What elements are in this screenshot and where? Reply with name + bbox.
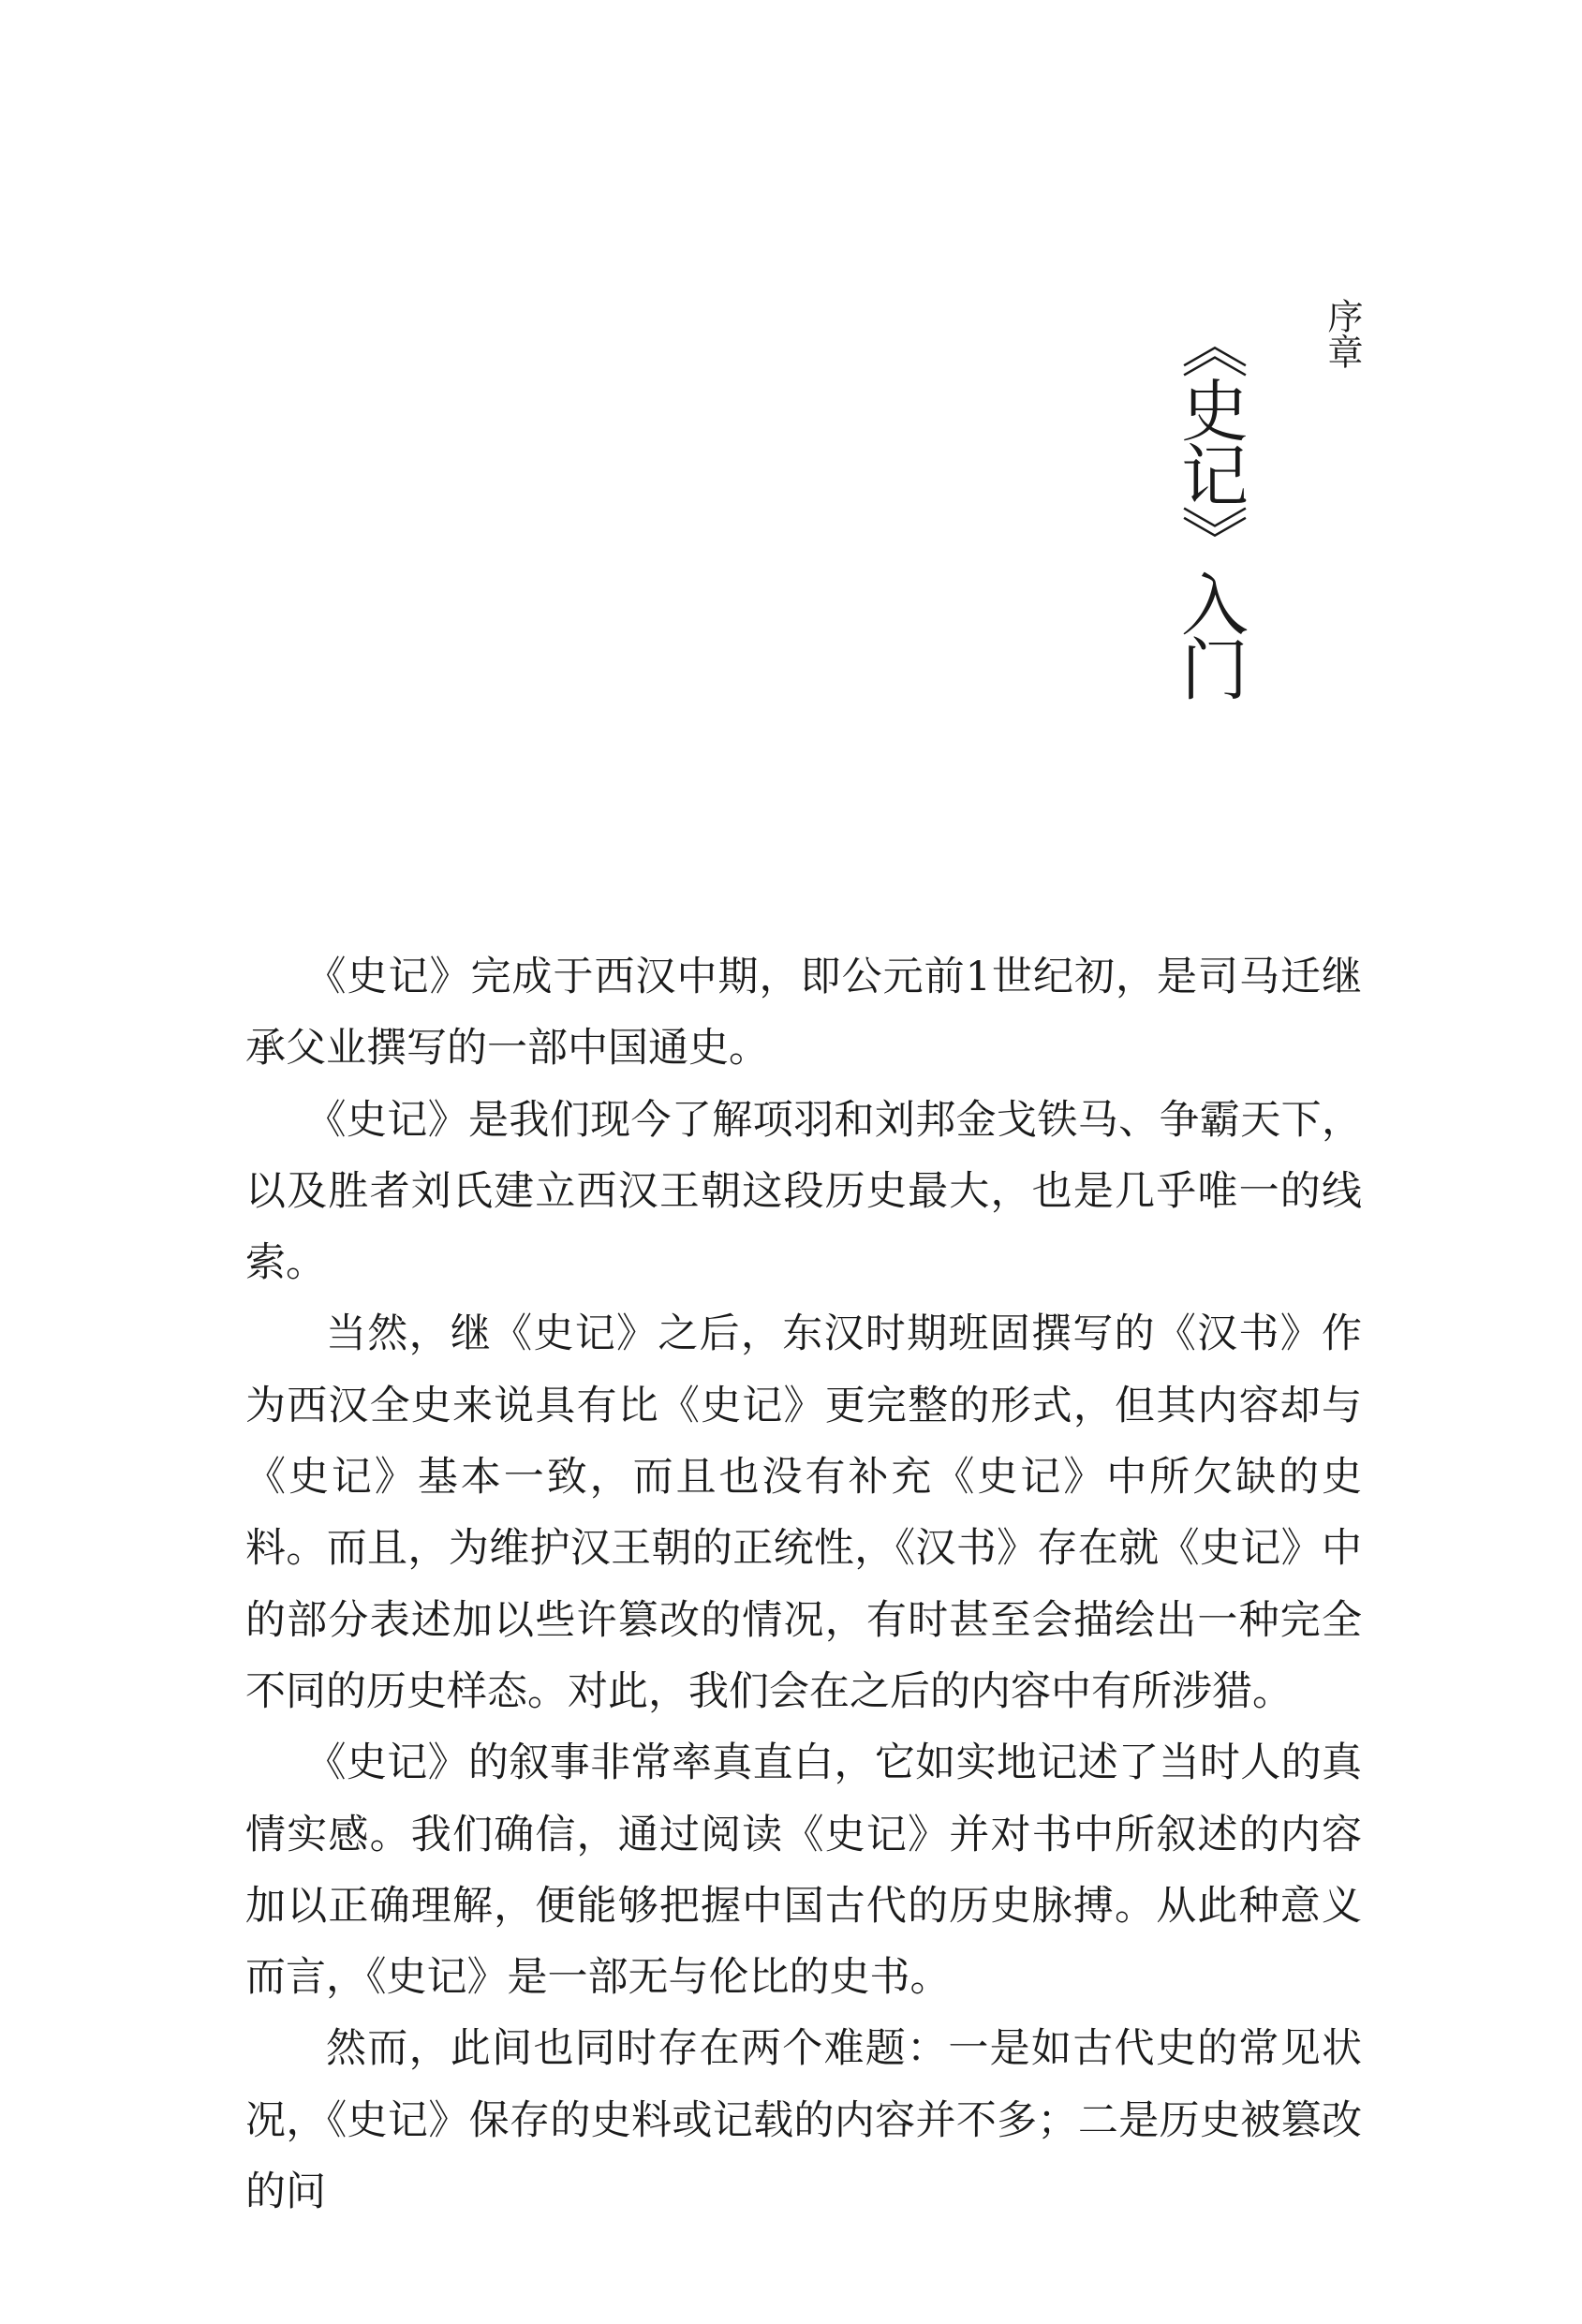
chapter-label: 序章: [1322, 298, 1363, 369]
paragraph-2: 《史记》是我们现今了解项羽和刘邦金戈铁马、争霸天下，以及胜者刘氏建立西汉王朝这段历史最大，也是几乎唯一的线索。: [245, 1096, 1362, 1287]
paragraph-4: 《史记》的叙事非常率真直白，它如实地记述了当时人的真情实感。我们确信，通过阅读《史记》并对书中所叙述的内容加以正确理解，便能够把握中国古代的历史脉搏。从此种意义而言，《史记》是一部无与伦比的史书。: [245, 1739, 1362, 2002]
paragraph-3: 当然，继《史记》之后，东汉时期班固撰写的《汉书》作为西汉全史来说具有比《史记》更完整的形式，但其内容却与《史记》基本一致，而且也没有补充《史记》中所欠缺的史料。而且，为维护汉王朝的正统性，《汉书》存在就《史记》中的部分表述加以些许篡改的情况，有时甚至会描绘出一种完全不同的历史样态。对此，我们会在之后的内容中有所涉猎。: [245, 1310, 1362, 1715]
chapter-title: 《史记》入门: [1170, 311, 1249, 699]
paragraph-5: 然而，此间也同时存在两个难题：一是如古代史的常见状况，《史记》保存的史料或记载的内容并不多；二是历史被篡改的问: [245, 2025, 1362, 2216]
paragraph-1: 《史记》完成于西汉中期，即公元前1世纪初，是司马迁继承父业撰写的一部中国通史。: [245, 954, 1362, 1073]
body-text: [245, 941, 1362, 2228]
